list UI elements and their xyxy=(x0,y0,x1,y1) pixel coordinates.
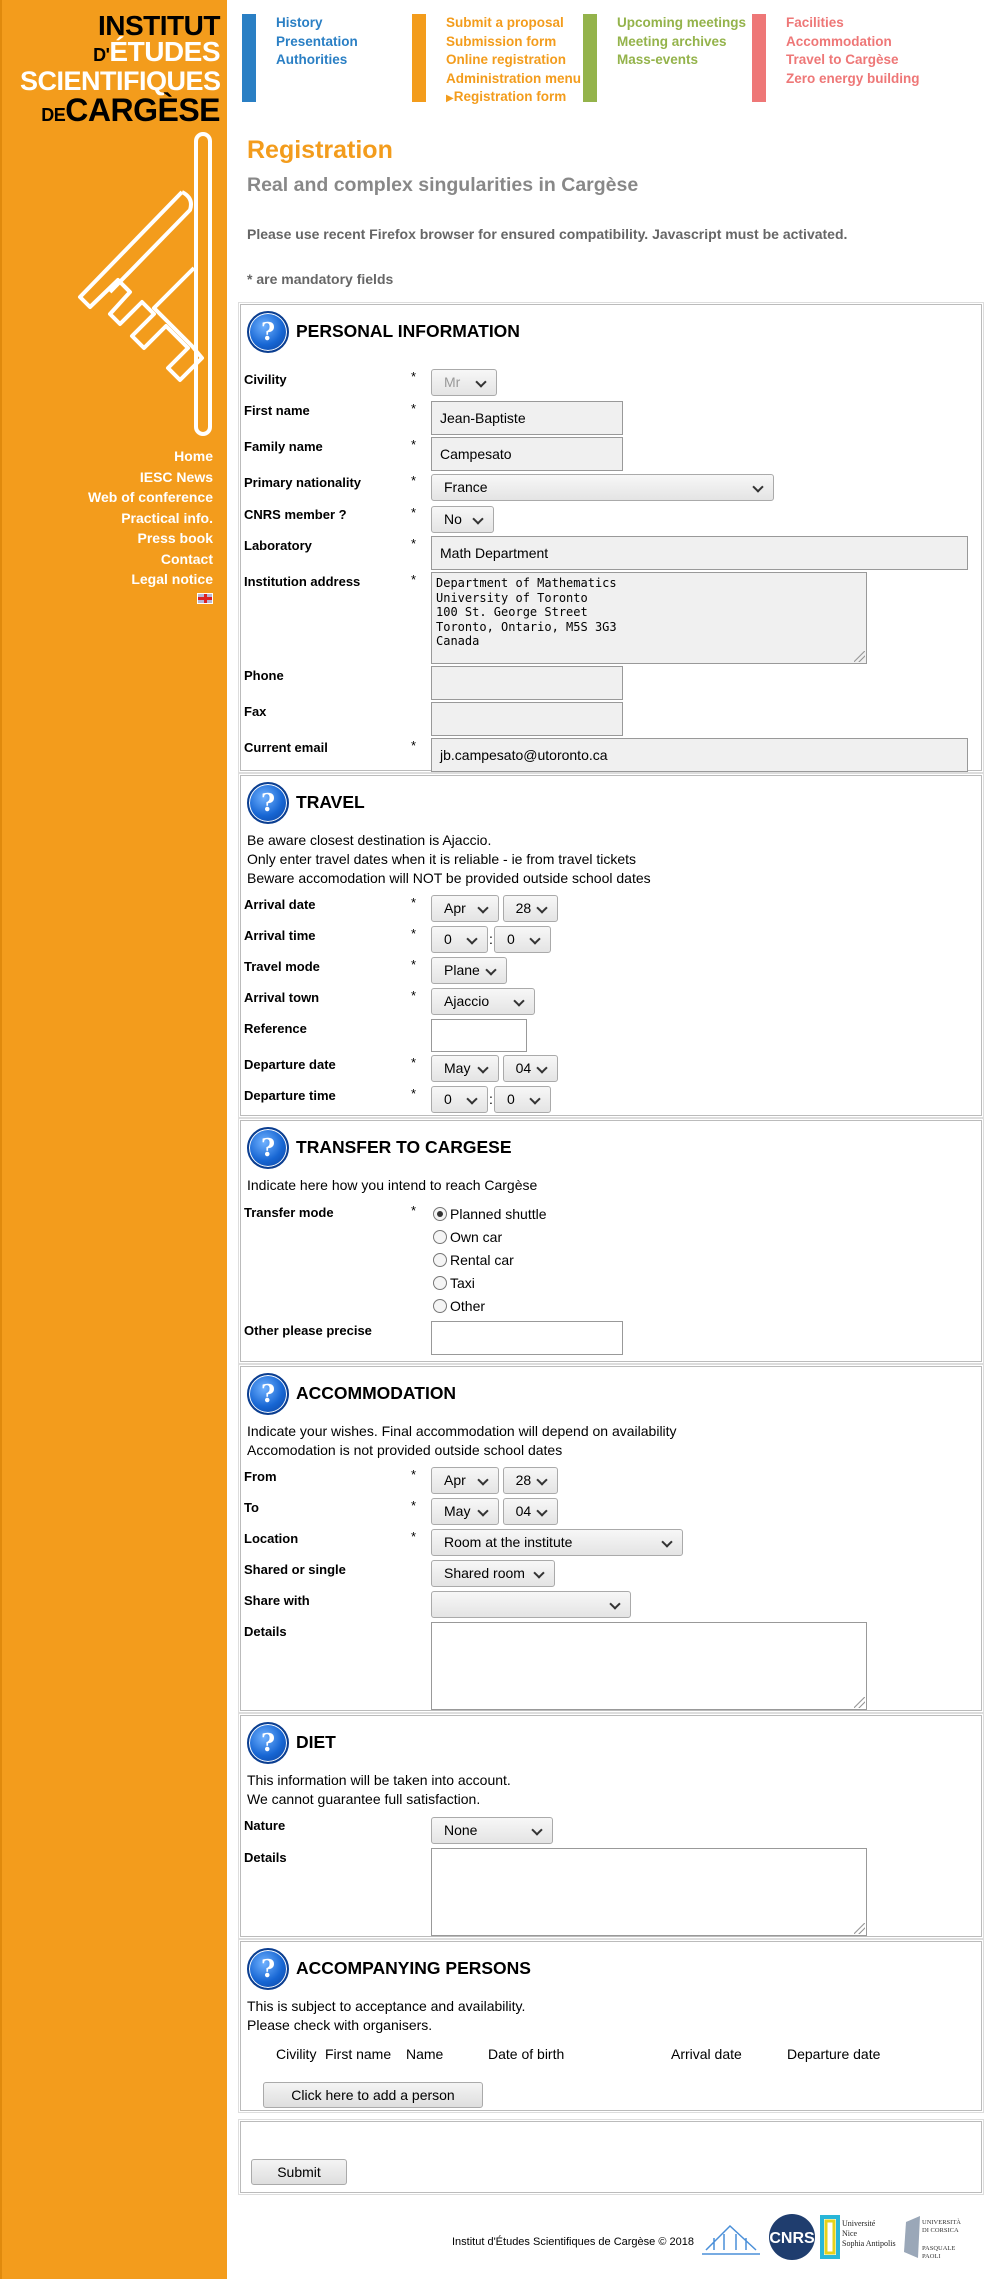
field-label: Civility xyxy=(244,372,287,387)
radio-label: Planned shuttle xyxy=(450,1206,547,1222)
row-fax xyxy=(241,702,981,736)
sidebar-item-contact[interactable]: Contact xyxy=(160,550,213,567)
radio-label: Taxi xyxy=(450,1275,475,1291)
other-transfer-input[interactable] xyxy=(431,1321,623,1355)
radio-unchecked-icon xyxy=(433,1253,447,1267)
section-accommodation xyxy=(240,1366,982,1711)
time-separator: : xyxy=(489,1091,493,1107)
row-location xyxy=(241,1529,981,1559)
row-arrival-town xyxy=(241,988,981,1018)
note-line: Only enter travel dates when it is reliable - ie from travel tickets xyxy=(247,851,637,867)
nav-zero-energy-building[interactable]: Zero energy building xyxy=(786,70,920,86)
top-nav-proposals xyxy=(412,14,581,102)
shared-or-single-select[interactable]: Shared room xyxy=(431,1560,555,1587)
travel-notes xyxy=(241,831,651,888)
section-transfer xyxy=(240,1120,982,1362)
field-label: Shared or single xyxy=(244,1562,346,1577)
radio-unchecked-icon xyxy=(433,1299,447,1313)
required-marker: * xyxy=(411,536,417,551)
laboratory-input[interactable]: Math Department xyxy=(431,536,968,570)
row-laboratory xyxy=(241,536,981,570)
field-label: Family name xyxy=(244,439,323,454)
diet-details-textarea[interactable] xyxy=(431,1848,867,1936)
row-cnrs-member xyxy=(241,505,981,535)
row-civility xyxy=(241,369,981,399)
nav-registration-form[interactable] xyxy=(446,88,581,109)
row-share-with xyxy=(241,1591,981,1621)
radio-other[interactable] xyxy=(433,1295,547,1318)
transfer-mode-radio-group xyxy=(433,1203,547,1318)
nav-travel-to-cargese[interactable]: Travel to Cargèse xyxy=(786,52,899,67)
help-icon[interactable]: ? xyxy=(247,1722,289,1764)
resize-grip-icon[interactable] xyxy=(854,1923,865,1934)
main-content xyxy=(240,130,982,2180)
travel-mode-select[interactable]: Plane xyxy=(431,957,507,984)
svg-text:PASQUALE: PASQUALE xyxy=(922,2245,956,2252)
row-other-precise xyxy=(241,1321,981,1355)
arrival-town-select[interactable]: Ajaccio xyxy=(431,988,535,1015)
nav-submit-proposal[interactable]: Submit a proposal xyxy=(446,15,564,30)
required-marker: * xyxy=(411,401,417,416)
field-label: Reference xyxy=(244,1021,307,1036)
nav-facilities[interactable]: Facilities xyxy=(786,15,844,30)
required-marker: * xyxy=(411,1203,417,1218)
field-label: CNRS member ? xyxy=(244,507,347,522)
footer-copyright: Institut d'Études Scientifiques de Cargèse © 2018 xyxy=(452,2236,694,2248)
radio-taxi[interactable] xyxy=(433,1272,547,1295)
row-arrival-date xyxy=(241,895,981,925)
current-page-arrow-icon: ▶ xyxy=(446,93,454,104)
required-marker: * xyxy=(411,369,417,384)
from-day-select[interactable]: 28 xyxy=(503,1467,558,1494)
column-header: Arrival date xyxy=(671,2046,742,2062)
nav-authorities[interactable]: Authorities xyxy=(276,52,348,67)
diet-notes xyxy=(241,1771,511,1809)
field-label: Nature xyxy=(244,1818,286,1833)
row-accommodation-details xyxy=(241,1622,981,1710)
column-header: First name xyxy=(325,2046,392,2062)
help-icon[interactable]: ? xyxy=(247,1948,289,1990)
required-marker: * xyxy=(411,437,417,452)
row-nationality xyxy=(241,473,981,503)
sidebar-item-legal-notice[interactable]: Legal notice xyxy=(131,571,213,587)
section-title: ACCOMPANYING PERSONS xyxy=(296,1958,531,1978)
required-marker: * xyxy=(411,505,417,520)
decorative-outline-art xyxy=(70,132,220,442)
cnrs-logo-text: CNRS xyxy=(769,2230,815,2247)
svg-text:Université: Université xyxy=(842,2219,876,2228)
section-title: ACCOMMODATION xyxy=(296,1383,457,1403)
required-marker: * xyxy=(411,1086,417,1101)
field-label: To xyxy=(244,1500,259,1515)
nav-accommodation[interactable]: Accommodation xyxy=(786,33,892,49)
radio-checked-icon xyxy=(433,1207,447,1221)
nav-submission-form[interactable]: Submission form xyxy=(446,33,557,49)
column-header: Departure date xyxy=(787,2046,881,2062)
resize-grip-icon[interactable] xyxy=(854,1697,865,1708)
top-nav-facilities xyxy=(752,14,920,102)
field-label: Primary nationality xyxy=(244,475,362,490)
row-reference xyxy=(241,1019,981,1053)
field-label: Arrival time xyxy=(244,928,316,943)
logo-line2: ÉTUDES xyxy=(109,36,220,67)
field-label: Other please precise xyxy=(244,1323,372,1338)
field-label: Departure date xyxy=(244,1057,336,1072)
row-family-name xyxy=(241,437,981,471)
departure-minute-select[interactable]: 0 xyxy=(494,1086,551,1113)
logo-line4-prefix: DE xyxy=(41,105,66,125)
departure-hour-select[interactable]: 0 xyxy=(431,1086,488,1113)
note-line: Accomodation is not provided outside school dates xyxy=(247,1442,563,1458)
help-icon[interactable]: ? xyxy=(247,1373,289,1415)
nav-registration-form-label: Registration form xyxy=(453,89,567,104)
required-marker: * xyxy=(411,572,417,587)
institution-address-textarea[interactable] xyxy=(431,572,867,664)
row-current-email xyxy=(241,738,981,772)
required-marker: * xyxy=(411,988,417,1003)
column-header: Civility xyxy=(276,2046,317,2062)
note-line: Please check with organisers. xyxy=(247,2017,433,2033)
field-label: Transfer mode xyxy=(244,1205,334,1220)
to-month-select[interactable]: May xyxy=(431,1498,499,1525)
field-label: Arrival date xyxy=(244,897,316,912)
sidebar-item-press-book[interactable]: Press book xyxy=(137,530,213,546)
sidebar-item-practical-info[interactable]: Practical info. xyxy=(121,509,213,526)
cnrs-member-select[interactable]: No xyxy=(431,506,494,533)
field-label: Location xyxy=(244,1531,299,1546)
nav-upcoming-meetings[interactable]: Upcoming meetings xyxy=(617,15,747,30)
first-name-input[interactable]: Jean-Baptiste xyxy=(431,401,623,435)
row-to xyxy=(241,1498,981,1528)
field-label: First name xyxy=(244,403,310,418)
transfer-note: Indicate here how you intend to reach Cargèse xyxy=(247,1177,538,1193)
phone-input[interactable] xyxy=(431,666,623,700)
arrival-minute-select[interactable]: 0 xyxy=(494,926,551,953)
logo-line2-prefix: D' xyxy=(93,45,110,65)
svg-text:DI CORSICA: DI CORSICA xyxy=(922,2227,959,2234)
logo-line1: INSTITUT xyxy=(98,10,220,41)
row-first-name xyxy=(241,401,981,435)
accompanying-table-header xyxy=(241,2046,981,2066)
sidebar-nav xyxy=(88,446,213,607)
field-label: Phone xyxy=(244,668,284,683)
radio-planned-shuttle[interactable] xyxy=(433,1203,547,1226)
iesc-logo[interactable] xyxy=(20,10,221,131)
nav-administration-menu[interactable]: Administration menu xyxy=(446,70,582,86)
radio-label: Other xyxy=(450,1298,486,1314)
row-diet-details xyxy=(241,1848,981,1936)
nav-online-registration[interactable]: Online registration xyxy=(446,52,567,67)
svg-text:PAOLI: PAOLI xyxy=(922,2253,941,2260)
column-header: Name xyxy=(406,2046,444,2062)
cnrs-logo-icon xyxy=(769,2214,815,2260)
time-separator: : xyxy=(489,931,493,947)
note-line: This is subject to acceptance and availability. xyxy=(247,1998,526,2014)
sidebar-item-iesc-news[interactable]: IESC News xyxy=(139,468,213,485)
logo-line4: CARGÈSE xyxy=(65,92,220,128)
radio-unchecked-icon xyxy=(433,1230,447,1244)
resize-grip-icon[interactable] xyxy=(854,651,865,662)
nav-meeting-archives[interactable]: Meeting archives xyxy=(617,33,727,49)
field-label: Travel mode xyxy=(244,959,320,974)
required-marker: * xyxy=(411,1498,417,1513)
nav-mass-events[interactable]: Mass-events xyxy=(617,52,699,67)
section-title: TRAVEL xyxy=(296,792,365,812)
departure-month-select[interactable]: May xyxy=(431,1055,499,1082)
column-header: Date of birth xyxy=(488,2046,565,2062)
section-accompanying-persons xyxy=(240,1941,982,2111)
mandatory-notice: * are mandatory fields xyxy=(247,271,394,287)
field-label: From xyxy=(244,1469,277,1484)
field-label: Details xyxy=(244,1850,287,1865)
arrival-day-select[interactable]: 28 xyxy=(503,895,558,922)
required-marker: * xyxy=(411,1055,417,1070)
help-icon[interactable]: ? xyxy=(247,311,289,353)
share-with-select[interactable] xyxy=(431,1591,631,1618)
radio-rental-car[interactable] xyxy=(433,1249,547,1272)
section-title: PERSONAL INFORMATION xyxy=(296,321,520,341)
sidebar-item-home[interactable]: Home xyxy=(174,448,213,464)
uk-flag-icon[interactable] xyxy=(197,593,213,604)
sidebar-item-web-of-conference[interactable]: Web of conference xyxy=(88,489,213,505)
page-title: Registration xyxy=(247,136,393,164)
required-marker: * xyxy=(411,1529,417,1544)
institution-address-text: Department of Mathematics University of Toronto 100 St. George Street Toronto, Ontario, M5S 3G3 Canada xyxy=(436,576,617,648)
iesc-building-icon xyxy=(702,2226,760,2254)
reference-input[interactable] xyxy=(431,1019,527,1052)
help-icon[interactable]: ? xyxy=(247,1127,289,1169)
required-marker: * xyxy=(411,957,417,972)
departure-day-select[interactable]: 04 xyxy=(503,1055,558,1082)
note-line: Indicate your wishes. Final accommodation will depend on availability xyxy=(247,1423,677,1439)
required-marker: * xyxy=(411,738,417,753)
field-label: Share with xyxy=(244,1593,310,1608)
radio-own-car[interactable] xyxy=(433,1226,547,1249)
section-travel xyxy=(240,775,982,1116)
page-subtitle: Real and complex singularities in Cargèse xyxy=(247,174,639,196)
submit-button[interactable]: Submit xyxy=(251,2159,347,2185)
section-title: DIET xyxy=(296,1732,336,1752)
universite-nice-logo-icon xyxy=(822,2217,896,2257)
help-icon[interactable]: ? xyxy=(247,782,289,824)
field-label: Details xyxy=(244,1624,287,1639)
row-arrival-time xyxy=(241,926,981,956)
radio-label: Rental car xyxy=(450,1252,514,1268)
arrival-hour-select[interactable]: 0 xyxy=(431,926,488,953)
note-line: Beware accomodation will NOT be provided outside school dates xyxy=(247,870,651,886)
required-marker: * xyxy=(411,895,417,910)
fax-input[interactable] xyxy=(431,702,623,736)
svg-text:UNIVERSITÀ: UNIVERSITÀ xyxy=(922,2219,961,2226)
sidebar xyxy=(0,0,227,2279)
logo-line3: SCIENTIFIQUES xyxy=(20,66,221,96)
note-line: Be aware closest destination is Ajaccio. xyxy=(247,832,492,848)
partner-logos xyxy=(700,2212,990,2267)
email-input[interactable]: jb.campesato@utoronto.ca xyxy=(431,738,968,772)
note-line: This information will be taken into account. xyxy=(247,1772,511,1788)
family-name-input[interactable]: Campesato xyxy=(431,437,623,471)
row-departure-date xyxy=(241,1055,981,1085)
nationality-select[interactable]: France xyxy=(431,474,774,501)
section-diet xyxy=(240,1715,982,1937)
row-departure-time xyxy=(241,1086,981,1116)
row-travel-mode xyxy=(241,957,981,987)
required-marker: * xyxy=(411,473,417,488)
row-institution-address xyxy=(241,572,981,664)
nav-presentation[interactable]: Presentation xyxy=(276,33,358,49)
universita-corsica-logo-icon xyxy=(904,2216,961,2260)
row-diet-nature xyxy=(241,1816,981,1846)
section-personal-information xyxy=(240,304,982,771)
row-from xyxy=(241,1467,981,1497)
accompanying-notes xyxy=(241,1997,525,2035)
field-label: Fax xyxy=(244,704,267,719)
row-transfer-mode xyxy=(241,1203,981,1321)
accommodation-details-textarea[interactable] xyxy=(431,1622,867,1710)
field-label: Laboratory xyxy=(244,538,312,553)
required-marker: * xyxy=(411,1467,417,1482)
arrival-month-select[interactable]: Apr xyxy=(431,895,499,922)
section-submit xyxy=(240,2121,982,2193)
radio-label: Own car xyxy=(450,1229,503,1245)
field-label: Current email xyxy=(244,740,328,755)
field-label: Arrival town xyxy=(244,990,320,1005)
to-day-select[interactable]: 04 xyxy=(503,1498,558,1525)
nav-history[interactable]: History xyxy=(276,15,323,30)
top-nav-meetings xyxy=(583,14,746,102)
note-line: We cannot guarantee full satisfaction. xyxy=(247,1791,481,1807)
top-nav-institute xyxy=(242,14,358,102)
civility-select[interactable]: Mr xyxy=(431,369,497,396)
section-title: TRANSFER TO CARGESE xyxy=(296,1137,512,1157)
row-phone xyxy=(241,666,981,700)
diet-nature-select[interactable]: None xyxy=(431,1817,553,1844)
partner-logos-graphic xyxy=(700,2212,990,2264)
field-label: Institution address xyxy=(244,574,361,589)
accommodation-notes xyxy=(241,1422,677,1460)
location-select[interactable]: Room at the institute xyxy=(431,1529,683,1556)
svg-text:Nice: Nice xyxy=(842,2229,858,2238)
field-label: Departure time xyxy=(244,1088,336,1103)
row-shared-or-single xyxy=(241,1560,981,1590)
svg-text:Sophia Antipolis: Sophia Antipolis xyxy=(842,2239,896,2248)
compatibility-notice: Please use recent Firefox browser for ensured compatibility. Javascript must be activated. xyxy=(247,226,848,242)
from-month-select[interactable]: Apr xyxy=(431,1467,499,1494)
required-marker: * xyxy=(411,926,417,941)
radio-unchecked-icon xyxy=(433,1276,447,1290)
add-person-button[interactable]: Click here to add a person xyxy=(263,2082,483,2108)
